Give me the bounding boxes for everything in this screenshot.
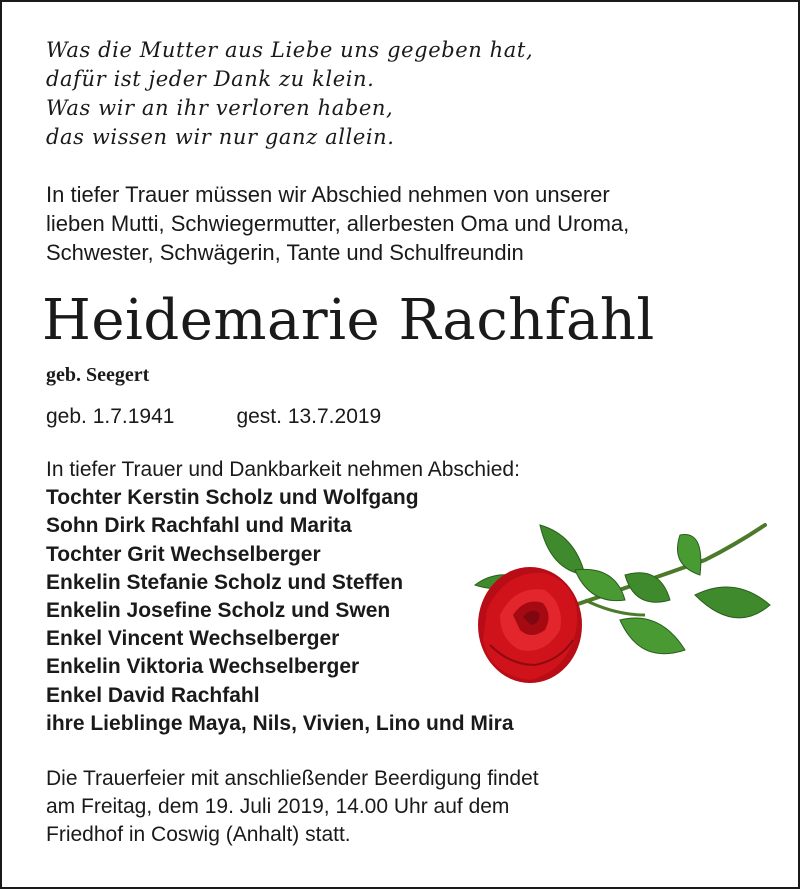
- poem-line: Was die Mutter aus Liebe uns gegeben hat,: [46, 38, 534, 62]
- funeral-info: [46, 765, 746, 849]
- mourner: Tochter Grit Wechselberger: [46, 542, 321, 566]
- intro-line: Schwester, Schwägerin, Tante und Schulfreundin: [46, 240, 524, 265]
- mourner: Enkelin Josefine Scholz und Swen: [46, 599, 391, 623]
- intro-line: In tiefer Trauer müssen wir Abschied nehmen von unserer: [46, 182, 610, 207]
- funeral-line: am Freitag, dem 19. Juli 2019, 14.00 Uhr auf dem: [46, 795, 510, 818]
- mourner: Sohn Dirk Rachfahl und Marita: [46, 514, 352, 538]
- mourner: Enkelin Viktoria Wechselberger: [46, 655, 360, 679]
- mourners-intro: In tiefer Trauer und Dankbarkeit nehmen Abschied:: [46, 458, 520, 481]
- mourner: ihre Lieblinge Maya, Nils, Vivien, Lino und Mira: [46, 711, 514, 735]
- funeral-line: Friedhof in Coswig (Anhalt) statt.: [46, 823, 351, 846]
- poem-line: das wissen wir nur ganz allein.: [46, 125, 395, 149]
- poem-line: dafür ist jeder Dank zu klein.: [46, 67, 375, 91]
- mourner: Enkel David Rachfahl: [46, 683, 260, 707]
- rose-icon: [465, 515, 775, 690]
- maiden-name: geb. Seegert: [46, 364, 150, 386]
- funeral-line: Die Trauerfeier mit anschließender Beerdigung findet: [46, 767, 539, 790]
- life-dates: [46, 403, 381, 431]
- poem: [46, 36, 533, 152]
- poem-line: Was wir an ihr verloren haben,: [46, 96, 394, 120]
- intro-line: lieben Mutti, Schwiegermutter, allerbesten Oma und Uroma,: [46, 211, 630, 236]
- death-date: gest. 13.7.2019: [236, 405, 382, 428]
- intro-text: [46, 180, 766, 267]
- mourner: Enkel Vincent Wechselberger: [46, 627, 340, 651]
- mourner: Tochter Kerstin Scholz und Wolfgang: [46, 486, 419, 510]
- mourners-list: [46, 456, 520, 738]
- birth-date: geb. 1.7.1941: [46, 405, 175, 428]
- deceased-name: Heidemarie Rachfahl: [42, 288, 655, 353]
- mourner: Enkelin Stefanie Scholz und Steffen: [46, 570, 404, 594]
